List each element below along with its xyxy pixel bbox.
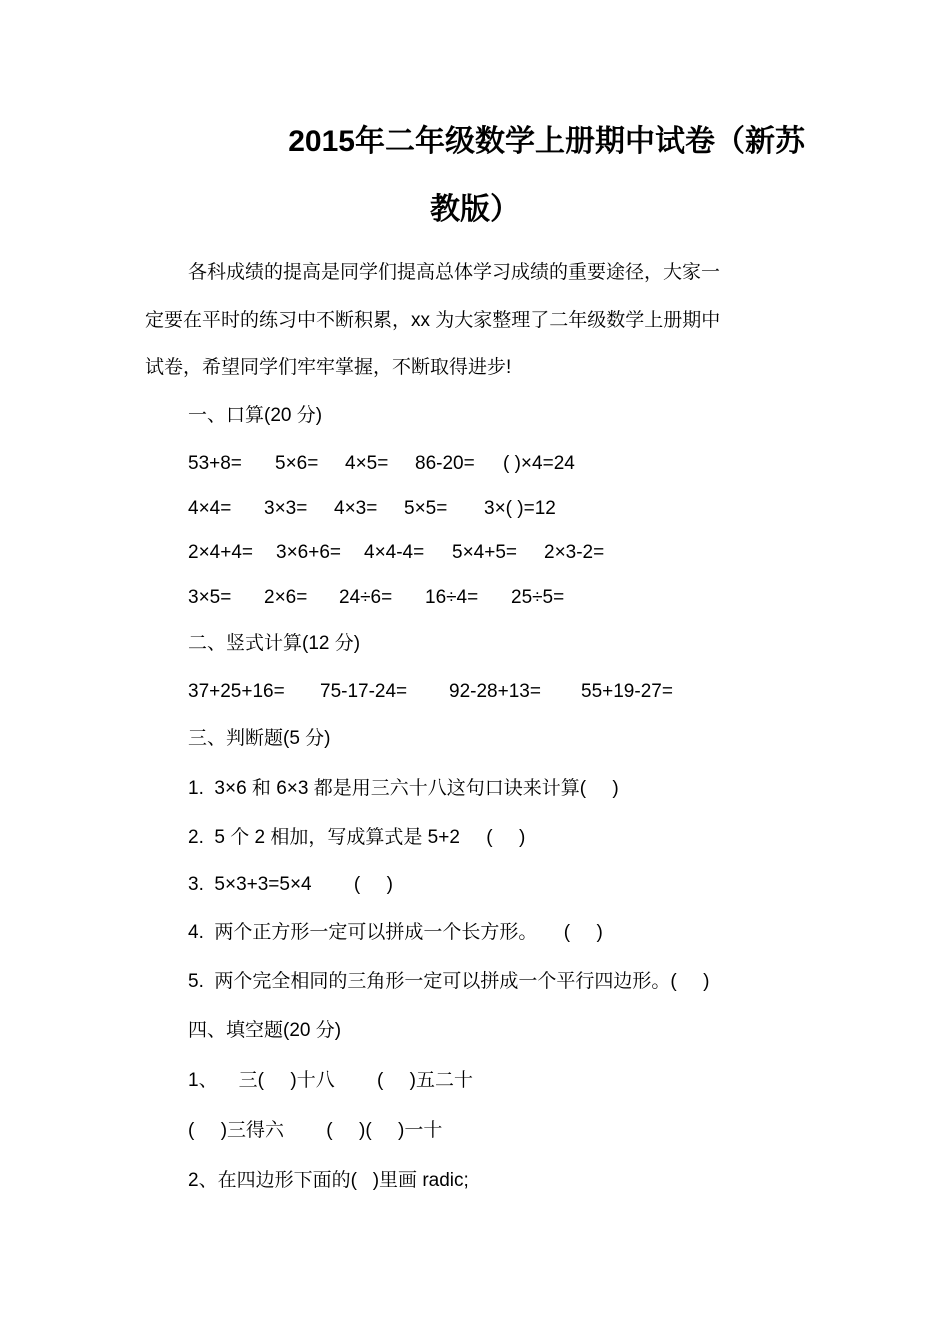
- oral-calc-item: 2×4+4=: [188, 542, 253, 563]
- oral-calc-item: 3×5=: [188, 587, 232, 608]
- intro-line-3: 试卷，希望同学们牢牢掌握，不断取得进步!: [145, 357, 512, 378]
- vertical-calc-item: 75-17-24=: [320, 681, 408, 702]
- fill-blank-item-3: 2、在四边形下面的( )里画 radic;: [188, 1170, 469, 1191]
- oral-calc-item: 53+8=: [188, 453, 242, 474]
- vertical-calc-item: 92-28+13=: [449, 681, 541, 702]
- judgement-item-3: 3. 5×3+3=5×4 ( ): [188, 874, 393, 895]
- judgement-item-5: 5. 两个完全相同的三角形一定可以拼成一个平行四边形。( ): [188, 971, 710, 992]
- oral-calc-item: 5×4+5=: [452, 542, 517, 563]
- judgement-item-4: 4. 两个正方形一定可以拼成一个长方形。 ( ): [188, 922, 603, 943]
- oral-calc-item: 5×5=: [404, 498, 448, 519]
- oral-calc-item: ( )×4=24: [503, 453, 575, 474]
- oral-calc-item: 3×( )=12: [484, 498, 556, 519]
- oral-calc-item: 3×3=: [264, 498, 308, 519]
- section-4-heading: 四、填空题(20 分): [188, 1020, 342, 1041]
- document-title-line-2: 教版）: [430, 193, 520, 226]
- document-title-line-1: 2015年二年级数学上册期中试卷（新苏: [288, 125, 805, 158]
- oral-calc-item: 3×6+6=: [276, 542, 341, 563]
- oral-calc-item: 25÷5=: [511, 587, 565, 608]
- fill-blank-item-1: 1、 三( )十八 ( )五二十: [188, 1070, 474, 1091]
- vertical-calc-item: 37+25+16=: [188, 681, 285, 702]
- oral-calc-item: 4×4-4=: [364, 542, 425, 563]
- judgement-item-1: 1. 3×6 和 6×3 都是用三六十八这句口诀来计算( ): [188, 778, 619, 799]
- section-2-heading: 二、竖式计算(12 分): [188, 633, 361, 654]
- oral-calc-item: 86-20=: [415, 453, 475, 474]
- fill-blank-item-2: ( )三得六 ( )( )一十: [188, 1120, 443, 1141]
- oral-calc-item: 2×3-2=: [544, 542, 605, 563]
- intro-line-1: 各科成绩的提高是同学们提高总体学习成绩的重要途径，大家一: [188, 262, 721, 283]
- oral-calc-item: 5×6=: [275, 453, 319, 474]
- section-1-heading: 一、口算(20 分): [188, 405, 323, 426]
- oral-calc-item: 4×4=: [188, 498, 232, 519]
- oral-calc-item: 16÷4=: [425, 587, 479, 608]
- intro-line-2: 定要在平时的练习中不断积累，xx 为大家整理了二年级数学上册期中: [145, 310, 721, 331]
- vertical-calc-item: 55+19-27=: [581, 681, 673, 702]
- oral-calc-item: 4×3=: [334, 498, 378, 519]
- section-3-heading: 三、判断题(5 分): [188, 728, 331, 749]
- judgement-item-2: 2. 5 个 2 相加，写成算式是 5+2 ( ): [188, 827, 526, 848]
- oral-calc-item: 4×5=: [345, 453, 389, 474]
- oral-calc-item: 2×6=: [264, 587, 308, 608]
- oral-calc-item: 24÷6=: [339, 587, 393, 608]
